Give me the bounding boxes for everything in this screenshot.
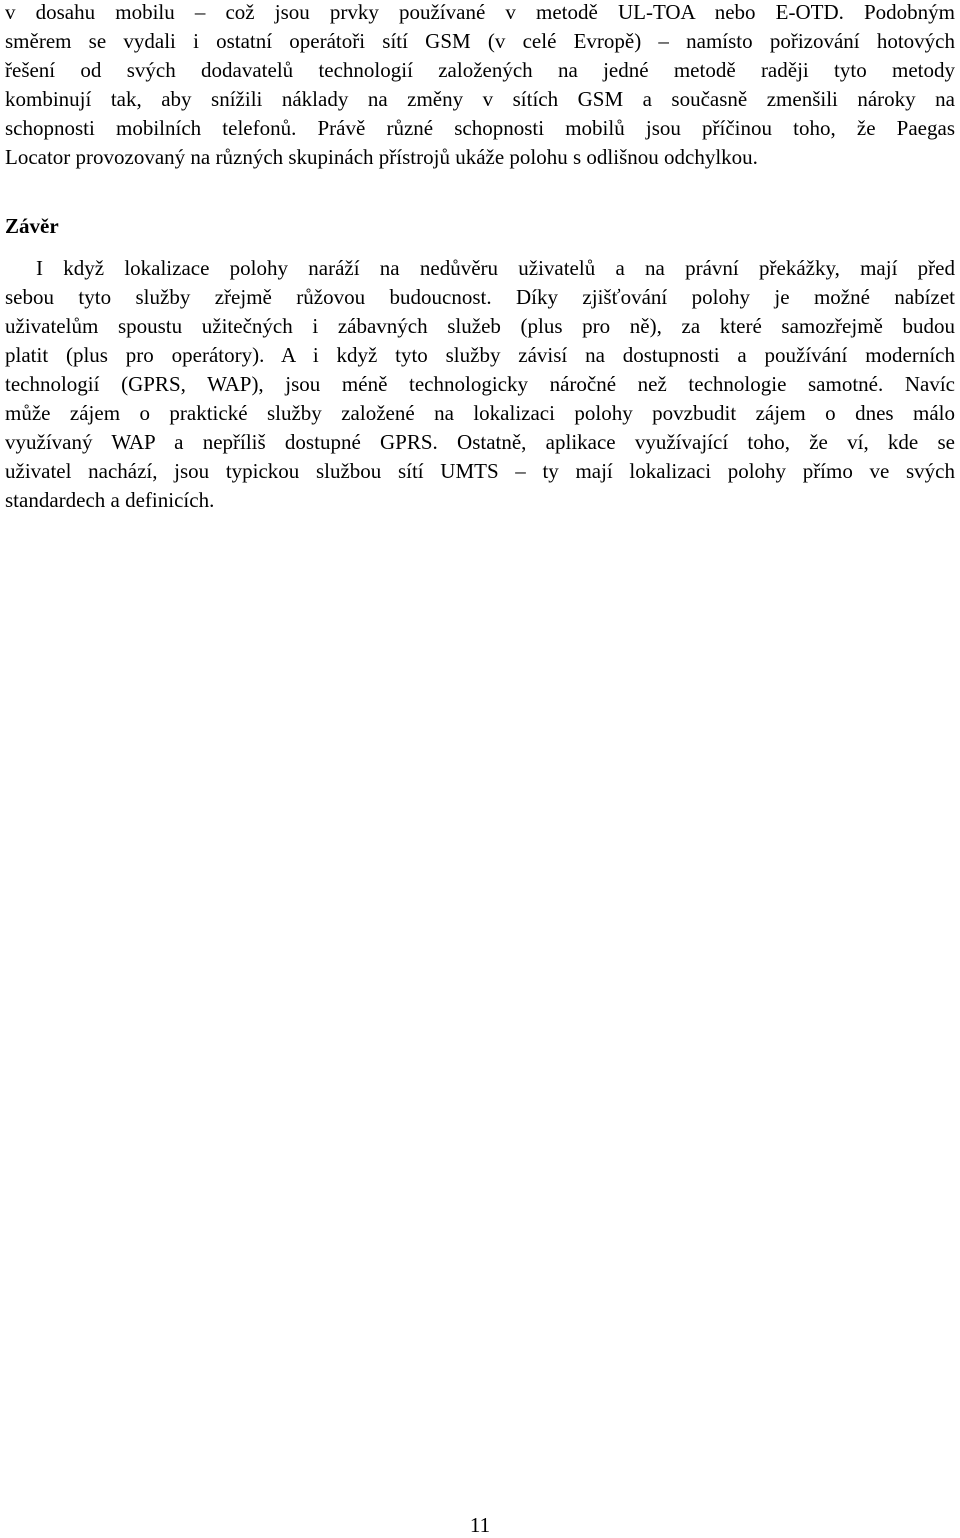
paragraph-line: schopnosti mobilních telefonů. Právě různé schopnosti mobilů jsou příčinou toho, že Paegas [5, 116, 955, 140]
paragraph-line: Locator provozovaný na různých skupinách přístrojů ukáže polohu s odlišnou odchylkou. [5, 145, 758, 169]
paragraph-line: sebou tyto služby zřejmě růžovou budoucnost. Díky zjišťování polohy je možné nabízet [5, 285, 955, 309]
paragraph-line: technologií (GPRS, WAP), jsou méně technologicky náročné než technologie samotné. Navíc [5, 372, 955, 396]
paragraph-line: v dosahu mobilu – což jsou prvky používané v metodě UL-TOA nebo E-OTD. Podobným [5, 0, 955, 24]
paragraph-line: využívaný WAP a nepříliš dostupné GPRS. Ostatně, aplikace využívající toho, že ví, kde se [5, 430, 955, 454]
paragraph-line: I když lokalizace polohy naráží na nedůvěru uživatelů a na právní překážky, mají před [36, 256, 955, 280]
page-number: 11 [469, 1513, 491, 1537]
paragraph-line: řešení od svých dodavatelů technologií založených na jedné metodě raději tyto metody [5, 58, 955, 82]
conclusion-paragraph [5, 254, 955, 515]
paragraph-line: může zájem o praktické služby založené na lokalizaci polohy povzbudit zájem o dnes málo [5, 401, 955, 425]
section-heading: Závěr [5, 214, 59, 238]
paragraph-line: platit (plus pro operátory). A i když tyto služby závisí na dostupnosti a používání moderních [5, 343, 955, 367]
paragraph-line: uživatel nachází, jsou typickou službou sítí UMTS – ty mají lokalizaci polohy přímo ve svých [5, 459, 955, 483]
paragraph-line: uživatelům spoustu užitečných i zábavných služeb (plus pro ně), za které samozřejmě budou [5, 314, 955, 338]
continued-paragraph [5, 0, 955, 172]
paragraph-line: směrem se vydali i ostatní operátoři sítí GSM (v celé Evropě) – namísto pořizování hotových [5, 29, 955, 53]
paragraph-line: kombinují tak, aby snížili náklady na změny v sítích GSM a současně zmenšili nároky na [5, 87, 955, 111]
paragraph-line: standardech a definicích. [5, 488, 215, 512]
